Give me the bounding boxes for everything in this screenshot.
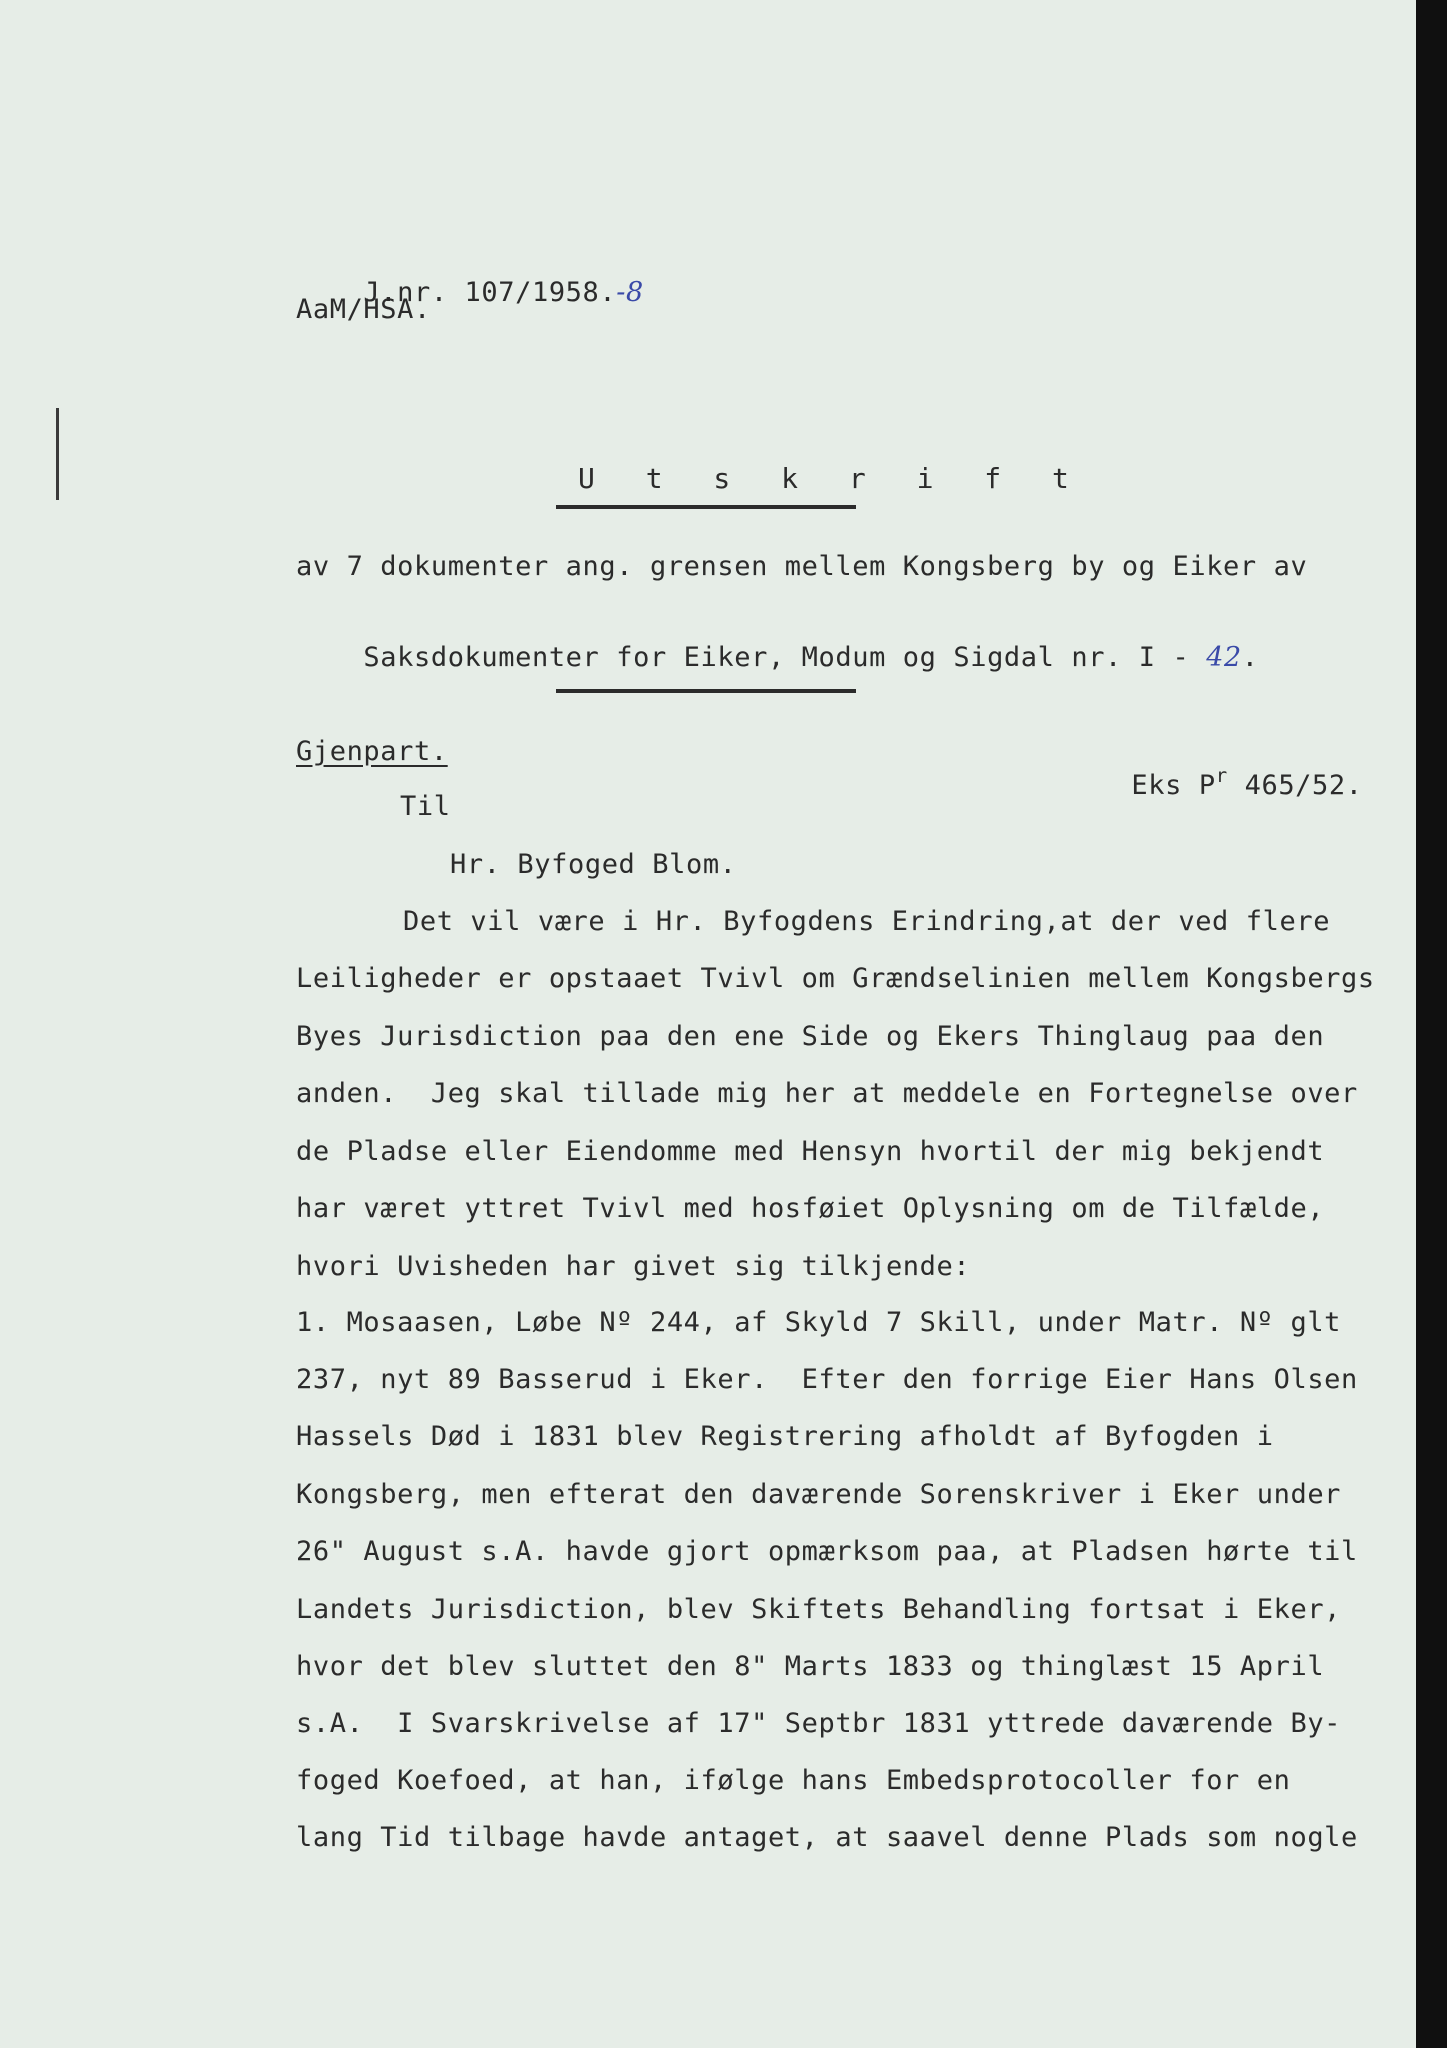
- body-line: Kongsberg, men efterat den daværende Sorenskriver i Eker under: [296, 1479, 1342, 1510]
- journal-number-text: J.nr. 107/1958.: [363, 277, 617, 308]
- reference-prefix: Eks P: [1131, 770, 1216, 801]
- body-line: Landets Jurisdiction, blev Skiftets Behandling fortsat i Eker,: [296, 1594, 1342, 1625]
- salutation-to: Til: [400, 791, 451, 822]
- margin-mark: [56, 408, 59, 500]
- reference-superscript: r: [1215, 765, 1228, 787]
- subtitle-line-2-text: Saksdokumenter for Eiker, Modum og Sigdal nr. I -: [363, 642, 1207, 673]
- journal-handwritten-suffix: -8: [616, 277, 644, 308]
- body-line: Byes Jurisdiction paa den ene Side og Ekers Thinglaug paa den: [296, 1021, 1325, 1052]
- section-divider: [556, 689, 856, 693]
- body-line: Leiligheder er opstaaet Tvivl om Grændselinien mellem Kongsbergs: [296, 963, 1375, 994]
- body-line: anden. Jeg skal tillade mig her at meddele en Fortegnelse over: [296, 1078, 1358, 1109]
- subtitle-line-2-end: .: [1241, 642, 1259, 673]
- subtitle-line-1: av 7 dokumenter ang. grensen mellem Kongsberg by og Eiker av: [296, 551, 1308, 582]
- body-line: hvori Uvisheden har givet sig tilkjende:: [296, 1251, 971, 1282]
- scan-edge: [1416, 0, 1447, 2048]
- body-line: de Pladse eller Eiendomme med Hensyn hvortil der mig bekjendt: [296, 1136, 1325, 1167]
- subtitle-line-2: [296, 607, 1259, 709]
- subtitle-handwritten-number: 42: [1206, 642, 1242, 673]
- body-line: hvor det blev sluttet den 8" Marts 1833 og thinglæst 15 April: [296, 1651, 1325, 1682]
- body-line: foged Koefoed, at han, ifølge hans Embedsprotocoller for en: [296, 1765, 1291, 1796]
- body-line: Hassels Død i 1831 blev Registrering afholdt af Byfogden i: [296, 1421, 1274, 1452]
- reference-number-text: 465/52.: [1227, 770, 1363, 801]
- title-underline: [556, 505, 856, 509]
- initials: AaM/HSA.: [296, 294, 431, 325]
- body-line: Det vil være i Hr. Byfogdens Erindring,at der ved flere: [403, 906, 1331, 937]
- body-line: lang Tid tilbage havde antaget, at saavel denne Plads som nogle: [296, 1822, 1358, 1853]
- reference-number: [1064, 735, 1363, 839]
- body-line: 26" August s.A. havde gjort opmærksom paa, at Pladsen hørte til: [296, 1536, 1358, 1567]
- document-title: U t s k r i f t: [578, 462, 1086, 495]
- body-line: s.A. I Svarskrivelse af 17" Septbr 1831 yttrede daværende By-: [296, 1708, 1342, 1739]
- body-line: 1. Mosaasen, Løbe Nº 244, af Skyld 7 Skill, under Matr. Nº glt: [296, 1307, 1342, 1338]
- body-line: 237, nyt 89 Basserud i Eker. Efter den forrige Eier Hans Olsen: [296, 1364, 1358, 1395]
- body-line: har været yttret Tvivl med hosføiet Oplysning om de Tilfælde,: [296, 1193, 1325, 1224]
- copy-label: Gjenpart.: [296, 736, 448, 767]
- salutation-recipient: Hr. Byfoged Blom.: [450, 849, 737, 880]
